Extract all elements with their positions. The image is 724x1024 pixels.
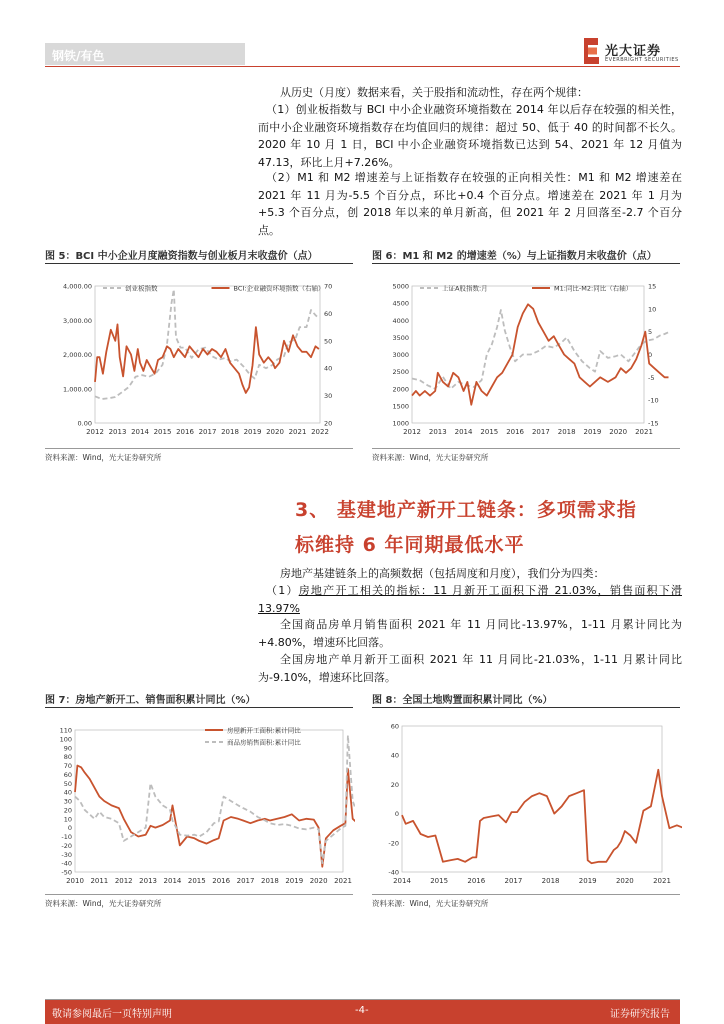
x-tick-label: 2020 (615, 877, 634, 885)
legend-label: 房屋新开工面积:累计同比 (227, 726, 301, 735)
y-tick-label: 70 (63, 762, 72, 770)
x-tick-label: 2014 (393, 877, 411, 885)
y-tick-label: 40 (63, 788, 72, 797)
y-tick-label: 2000 (392, 385, 409, 394)
footer-report-type: 证券研究报告 (610, 1009, 670, 1020)
y-tick-label: -20 (61, 841, 72, 850)
x-tick-label: 2019 (583, 428, 602, 436)
legend-label: 商品房销售面积:累计同比 (227, 738, 301, 747)
fig6-title: 图 6：M1 和 M2 的增速差（%）与上证指数月末收盘价（点） (372, 251, 657, 262)
y-tick-label: 60 (390, 722, 399, 731)
fig6-bottom-rule (372, 448, 680, 449)
fig6-source: 资料来源：Wind，光大证券研究所 (372, 453, 489, 462)
x-tick-label: 2017 (531, 428, 550, 436)
legend-label: BCI:企业融资环境指数（右轴） (233, 284, 325, 293)
y-tick-label: 60 (63, 770, 72, 779)
section-title-line-2: 标维持 6 年同期最低水平 (295, 534, 525, 556)
legend-label: 上证A股指数:月 (442, 284, 488, 293)
fig6-top-rule (372, 263, 680, 264)
x-tick-label: 2014 (131, 428, 149, 436)
header-rule (45, 66, 680, 67)
y-right-tick-label: 10 (648, 305, 657, 314)
brand-name-en: EVERBRIGHT SECURITIES (605, 57, 679, 63)
fig5-source: 资料来源：Wind，光大证券研究所 (45, 453, 162, 462)
series-line (75, 766, 355, 867)
y-tick-label: 10 (63, 815, 72, 824)
x-tick-label: 2012 (86, 428, 104, 436)
y-tick-label: 4,000.00 (63, 282, 92, 291)
x-tick-label: 2018 (260, 877, 279, 885)
x-tick-label: 2016 (506, 428, 525, 436)
y-right-tick-label: -10 (648, 396, 659, 405)
y-tick-label: 0 (67, 824, 72, 833)
y-right-tick-label: 0 (648, 351, 653, 359)
fig5-bottom-rule (45, 448, 353, 449)
legend-label: M1:同比-M2:同比（右轴） (554, 284, 633, 293)
body3-para-3: 全国商品房单月销售面积 2021 年 11 月同比-13.97%，1-11 月累计同比为+4.80%，增速环比回落。 (258, 618, 682, 649)
y-tick-label: 3,000.00 (63, 316, 92, 325)
everbright-logo-icon (584, 38, 600, 64)
y-tick-label: -50 (61, 868, 72, 877)
y-tick-label: 2500 (392, 368, 409, 377)
x-tick-label: 2016 (467, 877, 486, 885)
x-tick-label: 2018 (557, 428, 576, 436)
x-tick-label: 2011 (90, 877, 109, 885)
y-right-tick-label: 15 (648, 282, 657, 291)
page-number: -4- (355, 1005, 369, 1016)
x-tick-label: 2020 (266, 428, 284, 436)
x-tick-label: 2017 (236, 877, 255, 885)
series-line (402, 770, 682, 863)
y-tick-label: 3000 (392, 351, 409, 359)
brand-name: 光大证券 (605, 44, 662, 59)
x-tick-label: 2021 (635, 428, 653, 436)
y-tick-label: 20 (63, 806, 72, 815)
x-tick-label: 2014 (163, 877, 182, 885)
x-tick-label: 2013 (428, 428, 447, 436)
x-tick-label: 2015 (480, 428, 499, 436)
intro-para-1: 从历史（月度）数据来看，关于股指和流动性，存在两个规律： (280, 86, 588, 99)
y-tick-label: -40 (61, 859, 72, 868)
y-right-tick-label: 30 (324, 392, 333, 401)
x-tick-label: 2019 (285, 877, 304, 885)
plot-frame (402, 726, 662, 872)
fig8-chart (372, 712, 682, 892)
y-tick-label: 3500 (392, 333, 409, 342)
y-tick-label: 0.00 (77, 419, 92, 428)
fig7-title: 图 7：房地产新开工、销售面积累计同比（%） (45, 695, 256, 706)
y-tick-label: 80 (63, 753, 72, 762)
y-tick-label: 4500 (392, 299, 409, 308)
fig8-title: 图 8：全国土地购置面积累计同比（%） (372, 695, 553, 706)
y-right-tick-label: -15 (648, 419, 659, 428)
x-tick-label: 2016 (176, 428, 194, 436)
legend-label: 创业板指数 (125, 284, 158, 293)
y-tick-label: 20 (390, 780, 399, 789)
y-right-tick-label: 20 (324, 419, 333, 428)
y-right-tick-label: 70 (324, 282, 333, 291)
y-tick-label: 110 (59, 726, 72, 735)
y-tick-label: -20 (388, 839, 399, 848)
x-tick-label: 2019 (578, 877, 597, 885)
fig7-chart (45, 712, 355, 892)
body3-para-2-prefix: （1） (266, 584, 299, 597)
y-right-tick-label: 40 (324, 364, 333, 373)
x-tick-label: 2021 (653, 877, 671, 885)
intro-para-2: （1）创业板指数与 BCI 中小企业融资环境指数在 2014 年以后存在较强的相关性，而中小企业融资环境指数存在均值回归的规律：超过 50、低于 40 的时间都不长久。2020 年 10 月 1 日，BCI 中小企业融资环境指数已达到 54、2021 年 12 月值为 47.13，环比上月+7.26%。 (258, 103, 682, 169)
fig8-source: 资料来源：Wind，光大证券研究所 (372, 899, 489, 908)
x-tick-label: 2020 (609, 428, 628, 436)
x-tick-label: 2016 (212, 877, 231, 885)
y-tick-label: 50 (63, 779, 72, 788)
section-title-line-1: 3、 基建地产新开工链条：多项需求指 (295, 499, 637, 521)
body3-para-2 (258, 582, 682, 617)
y-right-tick-label: -5 (648, 373, 655, 382)
x-tick-label: 2013 (108, 428, 127, 436)
x-tick-label: 2021 (334, 877, 352, 885)
x-tick-label: 2017 (504, 877, 523, 885)
x-tick-label: 2022 (311, 428, 329, 436)
fig8-top-rule (372, 707, 680, 708)
y-tick-label: 30 (63, 797, 72, 806)
x-tick-label: 2020 (309, 877, 328, 885)
x-tick-label: 2018 (221, 428, 239, 436)
x-tick-label: 2014 (454, 428, 473, 436)
series-line (95, 324, 319, 393)
fig5-title: 图 5：BCI 中小企业月度融资指数与创业板月末收盘价（点） (45, 251, 318, 262)
footer-disclaimer: 敬请参阅最后一页特别声明 (52, 1009, 172, 1020)
x-tick-label: 2013 (139, 877, 158, 885)
y-tick-label: 2,000.00 (63, 351, 92, 359)
y-right-tick-label: 60 (324, 309, 333, 318)
fig6-chart (372, 268, 682, 446)
section-tag: 钢铁/有色 (52, 49, 105, 63)
y-tick-label: 5000 (392, 282, 409, 291)
y-tick-label: 40 (390, 751, 399, 760)
x-tick-label: 2021 (288, 428, 307, 436)
y-tick-label: -10 (61, 833, 72, 841)
y-tick-label: 0 (394, 810, 399, 819)
y-tick-label: -40 (388, 868, 399, 877)
body3-para-4: 全国房地产单月新开工面积 2021 年 11 月同比-21.03%，1-11 月累计同比为-9.10%，增速环比回落。 (258, 653, 682, 684)
body3-para-1: 房地产基建链条上的高频数据（包括周度和月度），我们分为四类： (280, 567, 605, 580)
series-line (412, 310, 669, 389)
y-tick-label: 1000 (392, 419, 409, 428)
y-right-tick-label: 50 (324, 337, 333, 346)
y-tick-label: 4000 (392, 316, 409, 325)
y-right-tick-label: 5 (648, 328, 653, 337)
fig7-top-rule (45, 707, 353, 708)
x-tick-label: 2012 (403, 428, 421, 436)
fig8-bottom-rule (372, 894, 680, 895)
y-tick-label: 1,000.00 (63, 385, 92, 394)
x-tick-label: 2012 (114, 877, 133, 885)
fig7-source: 资料来源：Wind，光大证券研究所 (45, 899, 162, 908)
x-tick-label: 2017 (198, 428, 217, 436)
x-tick-label: 2015 (153, 428, 172, 436)
y-tick-label: 90 (63, 744, 72, 753)
y-tick-label: -30 (61, 850, 72, 859)
plot-frame (75, 730, 343, 872)
y-tick-label: 100 (59, 735, 72, 744)
intro-para-3: （2）M1 和 M2 增速差与上证指数存在较强的正向相关性：M1 和 M2 增速差在 2021 年 11 月为-5.5 个百分点，环比+0.4 个百分点。增速差在 2021 年 1 月为+5.3 个百分点，创 2018 年以来的单月新高，但 2021 年 2 月回落至-2.7 个百分点。 (258, 171, 682, 237)
series-line (75, 735, 355, 863)
y-tick-label: 1500 (392, 402, 409, 411)
body3-para-2-highlight: 房地产开工相关的指标：11 月新开工面积下滑 21.03%，销售面积下滑 13.97% (258, 584, 682, 615)
x-tick-label: 2019 (243, 428, 262, 436)
series-line (412, 304, 669, 404)
x-tick-label: 2010 (66, 877, 84, 885)
fig5-chart (45, 268, 355, 446)
x-tick-label: 2015 (430, 877, 449, 885)
fig5-top-rule (45, 263, 353, 264)
fig7-bottom-rule (45, 894, 353, 895)
x-tick-label: 2015 (187, 877, 206, 885)
x-tick-label: 2018 (541, 877, 560, 885)
